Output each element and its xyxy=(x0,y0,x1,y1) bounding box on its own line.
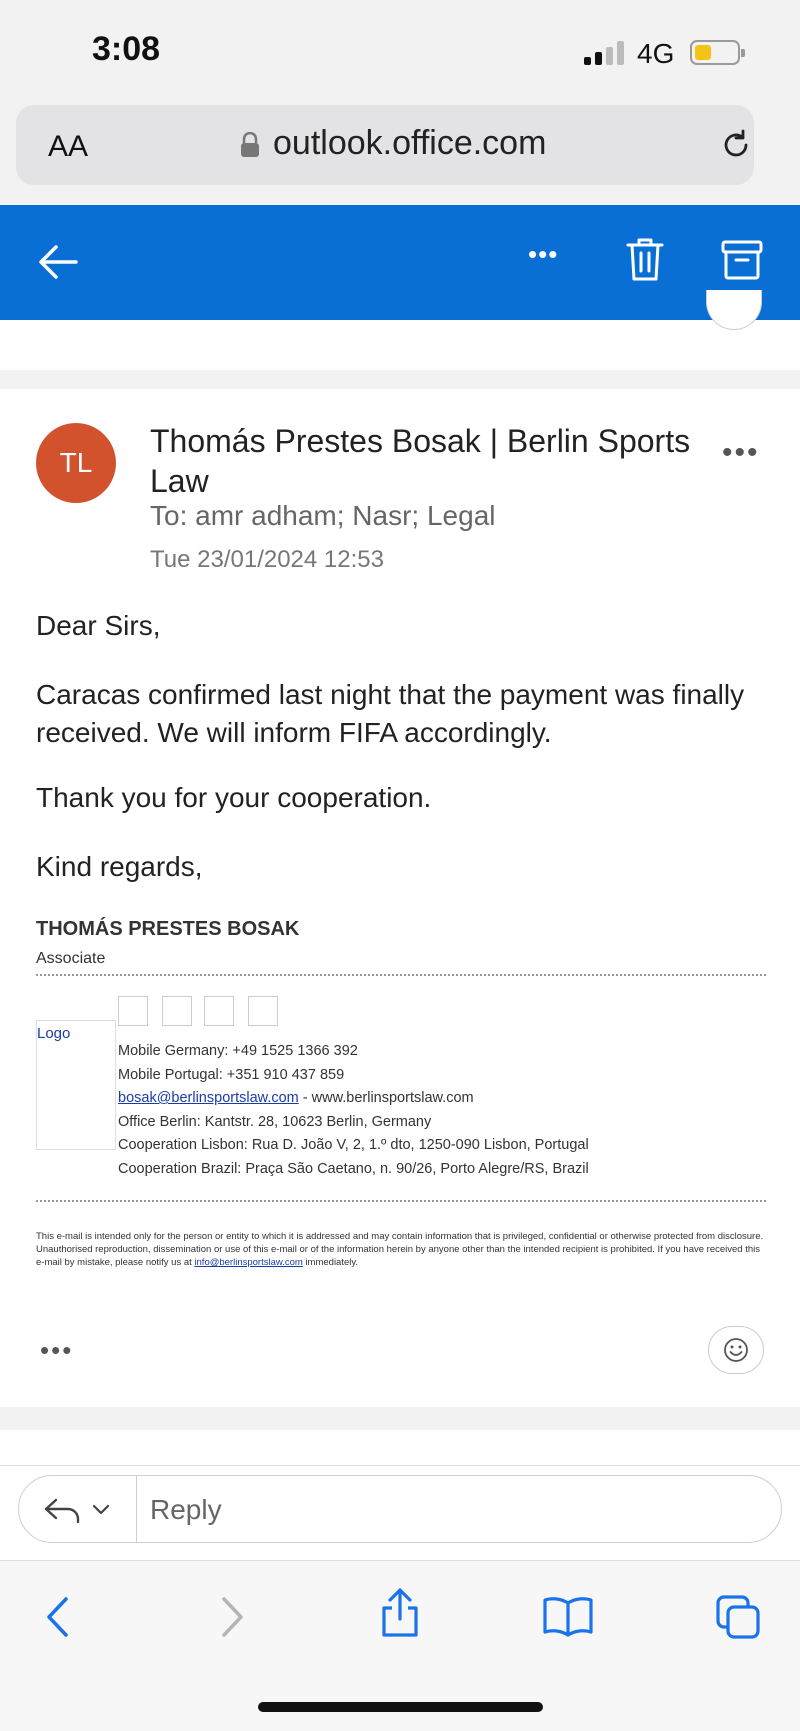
cooperation-brazil: Cooperation Brazil: Praça São Caetano, n. 90/26, Porto Alegre/RS, Brazil xyxy=(118,1160,589,1177)
battery-icon xyxy=(690,40,740,65)
image-placeholder xyxy=(248,996,278,1026)
logo-alt-text: Logo xyxy=(37,1025,71,1042)
logo-image-placeholder xyxy=(36,1020,116,1150)
sender-name[interactable]: Thomás Prestes Bosak | Berlin Sports Law xyxy=(150,423,691,499)
reload-icon[interactable] xyxy=(718,127,754,163)
signal-strength-icon xyxy=(584,41,626,65)
divider xyxy=(36,1200,766,1202)
image-placeholder xyxy=(204,996,234,1026)
disclaimer-email-link[interactable]: info@berlinsportslaw.com xyxy=(194,1257,303,1268)
image-placeholder xyxy=(118,996,148,1026)
tabs-icon[interactable] xyxy=(714,1593,762,1646)
text-size-button[interactable]: AA xyxy=(48,130,89,163)
smiley-icon xyxy=(722,1336,750,1364)
next-message-card xyxy=(0,1430,800,1465)
disclaimer: This e-mail is intended only for the person or entity to which it is addressed and may contain information that is privileged, confidential or otherwise protected from disclosure. Unauthorised reproduction, dissemination or use of this e-mail or of the information herein by anyone other than the intended recipient is prohibited. If you have received this e-mail by mistake, please notify us at info@berlinsportslaw.com immediately. xyxy=(36,1231,764,1268)
home-indicator xyxy=(258,1702,543,1712)
cooperation-lisbon: Cooperation Lisbon: Rua D. João V, 2, 1.º dto, 1250-090 Lisbon, Portugal xyxy=(118,1137,589,1153)
reply-options-button[interactable] xyxy=(42,1494,122,1531)
lock-icon xyxy=(240,132,260,158)
signature-role: Associate xyxy=(36,950,106,967)
signature-details xyxy=(118,1040,589,1181)
delete-icon[interactable] xyxy=(624,235,666,288)
signature-name: THOMÁS PRESTES BOSAK xyxy=(36,918,300,940)
mobile-portugal: Mobile Portugal: +351 910 437 859 xyxy=(118,1066,345,1083)
closing: Kind regards, xyxy=(36,851,203,882)
divider xyxy=(136,1476,137,1542)
status-time: 3:08 xyxy=(92,30,161,68)
show-more-button[interactable]: ••• xyxy=(40,1335,74,1365)
signature-contact-line xyxy=(118,1087,589,1111)
website-text: - www.berlinsportslaw.com xyxy=(298,1090,474,1106)
back-arrow-icon[interactable] xyxy=(36,242,80,287)
body-paragraph: Thank you for your cooperation. xyxy=(36,782,432,813)
browser-back-icon[interactable] xyxy=(44,1595,72,1644)
archive-icon[interactable] xyxy=(720,239,764,286)
reply-box[interactable] xyxy=(18,1475,782,1543)
divider xyxy=(36,974,766,976)
reply-input[interactable]: Reply xyxy=(150,1494,222,1525)
image-placeholder xyxy=(162,996,192,1026)
avatar[interactable]: TL xyxy=(36,423,116,503)
more-options-button[interactable]: ••• xyxy=(528,239,559,269)
mobile-germany: Mobile Germany: +49 1525 1366 392 xyxy=(118,1043,358,1059)
message-toolbar xyxy=(0,205,800,320)
previous-message-card xyxy=(0,320,800,370)
recipients[interactable]: To: amr adham; Nasr; Legal xyxy=(150,500,496,531)
share-icon[interactable] xyxy=(378,1587,422,1644)
email-link[interactable]: bosak@berlinsportslaw.com xyxy=(118,1090,299,1106)
bookmarks-icon[interactable] xyxy=(542,1595,594,1642)
message-date: Tue 23/01/2024 12:53 xyxy=(150,546,384,573)
message-more-button[interactable]: ••• xyxy=(722,436,760,469)
body-paragraph: Caracas confirmed last night that the payment was finally received. We will inform FIFA accordingly. xyxy=(36,679,745,748)
url-text[interactable]: outlook.office.com xyxy=(273,124,547,162)
network-type: 4G xyxy=(637,38,675,69)
browser-forward-icon[interactable] xyxy=(218,1595,246,1644)
office-berlin: Office Berlin: Kantstr. 28, 10623 Berlin, Germany xyxy=(118,1113,432,1130)
reply-arrow-icon xyxy=(46,1500,78,1522)
greeting: Dear Sirs, xyxy=(36,610,161,641)
chevron-down-icon xyxy=(94,1506,108,1513)
reaction-button[interactable] xyxy=(708,1326,764,1374)
